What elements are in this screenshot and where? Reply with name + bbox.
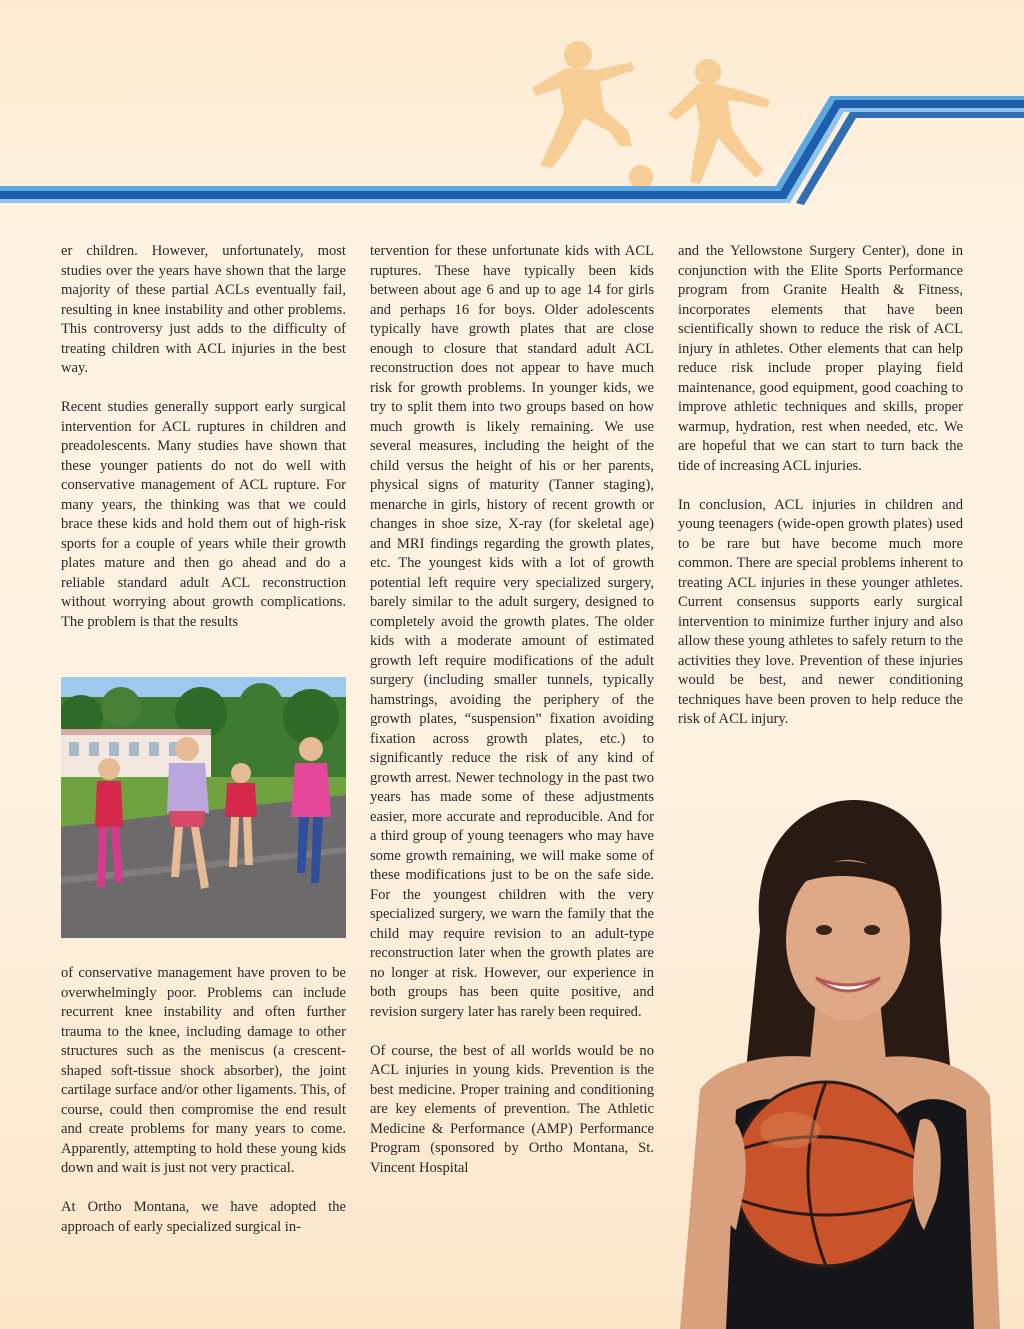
paragraph: In conclusion, ACL injuries in children and young teenagers (wide-open growth plates) used to be rare but have become much more common. There are special problems inherent to treating ACL injuries in these younger athletes. Current consensus supports early surgical intervention to minimize further injury and also allow these young athletes to safely return to the activities they love. Prevention of these injuries would be best, and newer conditioning techniques have been proven to help reduce the risk of ACL injury.	[678, 496, 963, 727]
soccer-players-silhouette	[532, 41, 770, 189]
basketball-icon	[734, 1082, 918, 1266]
paragraph: er children. However, unfortunately, most studies over the years have shown that the large majority of these partial ACLs eventually fail, resulting in knee instability and other problems. This controversy just adds to the difficulty of treating children with ACL injuries in the best way.	[61, 243, 346, 376]
paragraph: tervention for these unfortunate kids with ACL ruptures. These have typically been kids between about age 6 and up to age 14 for girls and perhaps 16 for boys. Older adolescents typically have growth plates that are close enough to closure that standard adult ACL reconstruction does not appear to have much risk for growth problems. In younger kids, we try to split them into two groups based on how much growth is likely remaining. We use several measures, including the height of the child versus the height of his or her parents, physical signs of maturity (Tanner staging), menarche in girls, history of recent growth or changes in shoe size, X-ray (for skeletal age) and MRI findings regarding the growth plates, etc. The youngest kids with a lot of growth potential left require very specialized surgery, barely similar to the adult surgery, designed to completely avoid the growth plates. The older kids with a moderate amount of estimated growth left require modifications of the adult surgery (including smaller tunnels, typically hamstrings, avoiding the periphery of the growth plates, “suspension” fixation avoiding fixation across growth plates, etc.) to significantly reduce the risk of any kind of growth arrest. Newer technology in the past two years has made some of these adjustments easier, more accurate and reproducible. And for a third group of young teenagers who may have some growth remaining, we will make some of these modifications just to be on the safe side. For the youngest children with the very specialized surgery, we warn the family that the child may require revision to an adult-type reconstruction later when the growth plates are no longer at risk. However, our experience in both groups has been quite positive, and revision surgery later has rarely been required.	[370, 243, 654, 1020]
paragraph: and the Yellowstone Surgery Center), done in conjunction with the Elite Sports Performance program from Granite Health & Fitness, incorporates elements that have been scientifically shown to reduce the risk of ACL injury in athletes. Other elements that can help reduce risk include proper playing field maintenance, good equipment, good coaching to improve athletic techniques and skills, proper warmup, hydration, rest when needed, etc. We are hopeful that we can start to turn back the tide of increasing ACL injuries.	[678, 243, 963, 474]
column-1-top	[61, 242, 346, 652]
column-2	[370, 242, 654, 1198]
children-running-photo	[61, 677, 346, 938]
blue-swoosh-stripes	[0, 96, 1024, 205]
paragraph: Recent studies generally support early surgical intervention for ACL ruptures in children and preadolescents. Many studies have shown that these younger patients do not do well with conservative management of ACL rupture. For many years, the thinking was that we could brace these kids and hold them out of high-risk sports for a couple of years while their growth plates mature and then go ahead and do a reliable standard adult ACL reconstruction without worrying about growth complications. The problem is that the results	[61, 399, 346, 630]
column-1-bottom	[61, 964, 346, 1257]
header-banner	[0, 0, 1024, 215]
column-3	[678, 242, 963, 749]
girl-with-basketball-photo	[640, 790, 1024, 1329]
paragraph: At Ortho Montana, we have adopted the approach of early specialized surgical in-	[61, 1199, 346, 1235]
paragraph: Of course, the best of all worlds would be no ACL injuries in young kids. Prevention is the best medicine. Proper training and conditioning are key elements of prevention. The Athletic Medicine & Performance (AMP) Performance Program (sponsored by Ortho Montana, St. Vincent Hospital	[370, 1042, 654, 1176]
paragraph: of conservative management have proven to be overwhelmingly poor. Problems can include recurrent knee instability and often further trauma to the knee, including damage to other structures such as the meniscus (a crescent-shaped soft-tissue shock absorber), the joint cartilage surface and/or other ligaments. This, of course, could then compromise the end result and create problems for many years to come. Apparently, attempting to hold these young kids down and wait is just not very practical.	[61, 965, 346, 1176]
